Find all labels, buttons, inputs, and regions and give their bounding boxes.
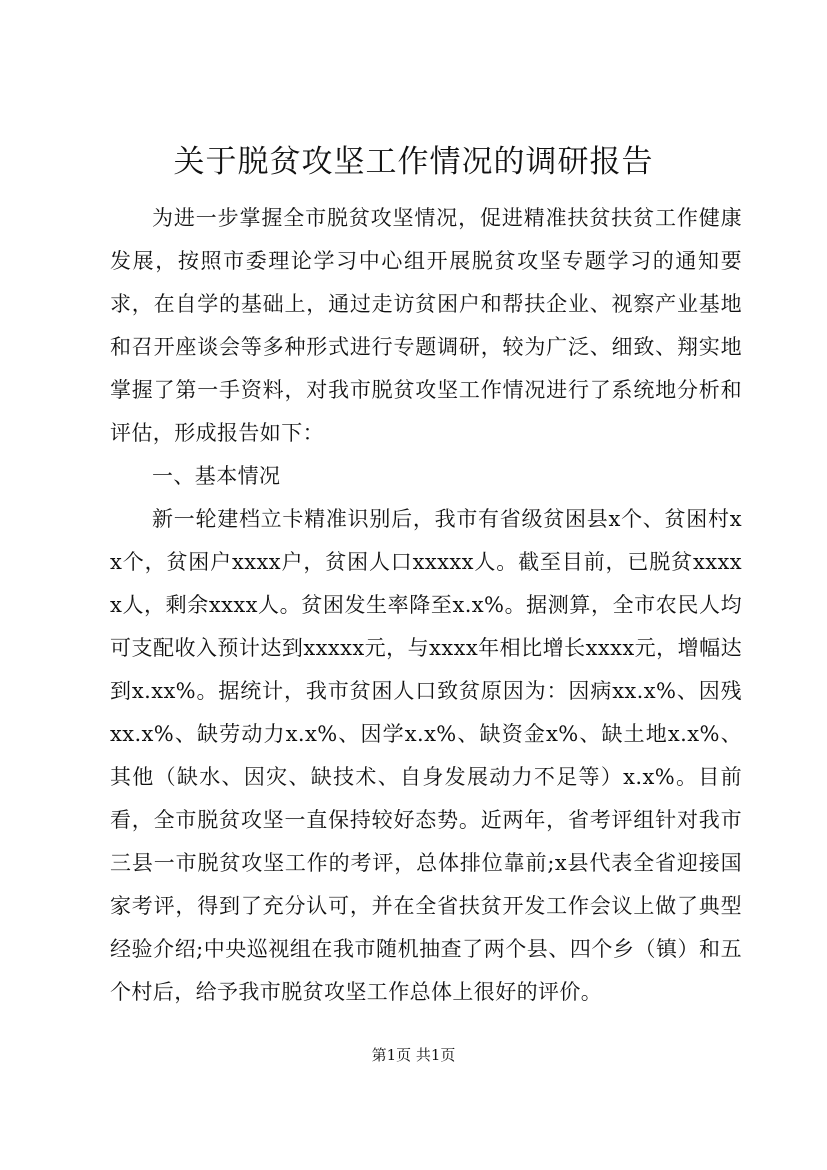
section-heading: 一、基本情况 xyxy=(152,464,281,488)
document-title: 关于脱贫攻坚工作情况的调研报告 xyxy=(173,144,654,180)
basic-situation-paragraph: 新一轮建档立卡精准识别后，我市有省级贫困县x个、贫困村xx个，贫困户xxxx户，贫困人口xxxxx人。截至目前，已脱贫xxxxx人，剩余xxxx人。贫困发生率降至x.x%。据测算，全市农民人均可支配收入预计达到xxxxx元，与xxxx年相比增长xxxx元，增幅达到x.xx%。据统计，我市贫困人口致贫原因为：因病xx.x%、因残xx.x%、缺劳动力x.x%、因学x.x%、缺资金x%、缺土地x.x%、其他（缺水、因灾、缺技术、自身发展动力不足等）x.x%。目前看，全市脱贫攻坚一直保持较好态势。近两年，省考评组针对我市三县一市脱贫攻坚工作的考评，总体排位靠前;x县代表全省迎接国家考评，得到了充分认可，并在全省扶贫开发工作会议上做了典型经验介绍;中央巡视组在我市随机抽查了两个县、四个乡（镇）和五个村后，给予我市脱贫攻坚工作总体上很好的评价。 xyxy=(110,507,742,1004)
intro-paragraph: 为进一步掌握全市脱贫攻坚情况，促进精准扶贫扶贫工作健康发展，按照市委理论学习中心组开展脱贫攻坚专题学习的通知要求，在自学的基础上，通过走访贫困户和帮扶企业、视察产业基地和召开座谈会等多种形式进行专题调研，较为广泛、细致、翔实地掌握了第一手资料，对我市脱贫攻坚工作情况进行了系统地分析和评估，形成报告如下： xyxy=(110,206,742,445)
page-number-footer: 第1页 共1页 xyxy=(371,1046,456,1064)
document-body xyxy=(110,197,742,1014)
